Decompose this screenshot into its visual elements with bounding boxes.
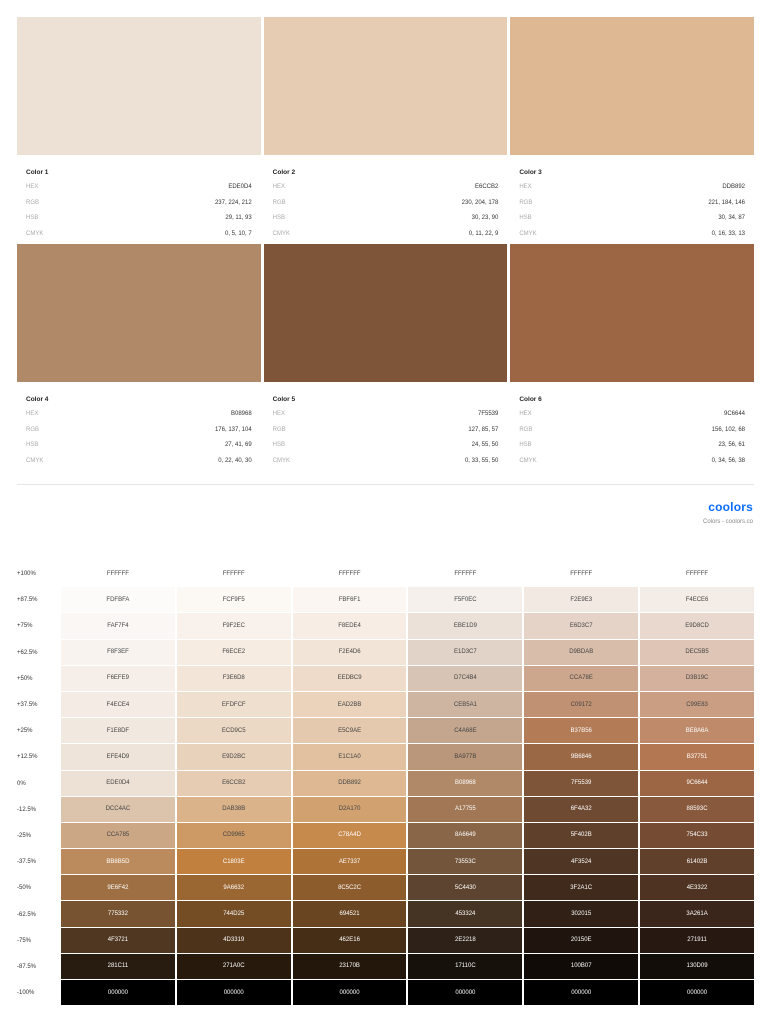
cmyk-label: CMYK xyxy=(272,457,291,464)
shade-cell[interactable]: B37B56 xyxy=(524,718,638,743)
shade-cell[interactable]: D9BDAB xyxy=(524,640,638,665)
color-swatch[interactable] xyxy=(17,244,261,382)
shade-cell[interactable]: C4A68E xyxy=(408,718,522,743)
color-swatch[interactable] xyxy=(510,17,754,155)
hsb-line xyxy=(273,438,499,454)
shade-cell[interactable]: F8EDE4 xyxy=(293,613,407,638)
shade-cell[interactable]: 88593C xyxy=(640,797,754,822)
hex-label: HEX xyxy=(272,411,286,417)
shade-row xyxy=(17,640,754,666)
hex-value[interactable]: B08968 xyxy=(230,411,252,417)
hex-label: HEX xyxy=(519,184,532,190)
shade-cell[interactable]: DEC5B5 xyxy=(640,640,754,665)
shade-cell[interactable]: 281C11 xyxy=(61,954,175,979)
shade-percent-label: +75% xyxy=(17,623,33,630)
palette-card-color-2[interactable] xyxy=(264,17,508,242)
hex-label: HEX xyxy=(519,411,532,417)
shade-cell[interactable]: C99E83 xyxy=(640,692,754,717)
cmyk-line xyxy=(26,454,252,470)
shade-cell[interactable]: FFFFFF xyxy=(106,570,129,577)
shade-cell[interactable]: 9E6F42 xyxy=(61,875,175,900)
hsb-value[interactable]: 23, 56, 61 xyxy=(718,442,746,448)
shade-percent-label: -100% xyxy=(17,990,35,997)
color-name: Color 5 xyxy=(272,396,296,403)
shade-cell[interactable]: FFFFFF xyxy=(454,570,477,577)
shade-cell[interactable]: 271A0C xyxy=(177,954,291,979)
shade-cell[interactable]: 271911 xyxy=(640,928,754,953)
shade-cell[interactable]: 000000 xyxy=(177,980,291,1005)
hsb-label: HSB xyxy=(26,442,39,448)
shade-percent-label: +62.5% xyxy=(17,649,38,656)
hex-value[interactable]: EDE0D4 xyxy=(228,184,252,190)
shade-cell[interactable]: FCF9F5 xyxy=(177,587,291,612)
palette-row-bottom xyxy=(17,244,754,469)
shade-row xyxy=(17,666,754,692)
hsb-line xyxy=(519,211,745,227)
shade-percent-label: +25% xyxy=(17,728,33,735)
shade-cell[interactable]: CEB5A1 xyxy=(408,692,522,717)
cmyk-value[interactable]: 0, 11, 22, 9 xyxy=(468,230,499,237)
hsb-label: HSB xyxy=(272,442,286,448)
shade-cell[interactable]: 000000 xyxy=(61,980,175,1005)
color-name: Color 3 xyxy=(519,169,542,176)
shade-cell[interactable]: 754C33 xyxy=(640,823,754,848)
shade-cell[interactable]: 100B07 xyxy=(524,954,638,979)
shade-cell[interactable]: 20150E xyxy=(524,928,638,953)
hsb-value[interactable]: 30, 23, 90 xyxy=(471,215,499,221)
shade-percent-label: -37.5% xyxy=(17,859,37,866)
shade-cell[interactable]: 000000 xyxy=(293,980,407,1005)
hex-label: HEX xyxy=(272,184,286,190)
shade-cell[interactable]: 17110C xyxy=(408,954,522,979)
palette-row-top xyxy=(17,17,754,242)
hsb-value[interactable]: 27, 41, 69 xyxy=(224,442,252,448)
shade-cell[interactable]: F2E9E3 xyxy=(524,587,638,612)
shade-cell[interactable]: 462E16 xyxy=(293,928,407,953)
shade-cell[interactable]: DDB892 xyxy=(293,771,407,796)
rgb-line xyxy=(519,423,745,439)
shade-percent-label: 0% xyxy=(17,780,26,787)
coolors-logo[interactable]: coolors xyxy=(708,500,753,514)
color-swatch[interactable] xyxy=(510,244,754,382)
shade-cell[interactable]: EFE4D9 xyxy=(61,744,175,769)
color-info xyxy=(17,382,261,469)
shade-cell[interactable]: 9B6846 xyxy=(524,744,638,769)
section-divider xyxy=(17,484,754,485)
shade-cell[interactable]: 2E2218 xyxy=(408,928,522,953)
color-name: Color 1 xyxy=(26,169,49,176)
shade-cell[interactable]: DAB38B xyxy=(177,797,291,822)
shade-percent-label: -75% xyxy=(17,937,32,944)
credit-text: Colors - coolors.co xyxy=(702,519,753,525)
shade-cell[interactable]: C09172 xyxy=(524,692,638,717)
shade-cell[interactable]: 302015 xyxy=(524,901,638,926)
shade-cell[interactable]: FFFFFF xyxy=(338,570,361,577)
shade-cells xyxy=(61,692,754,718)
shade-cell[interactable]: 9C6644 xyxy=(640,771,754,796)
shade-cells xyxy=(61,561,754,587)
shade-cell[interactable]: FFFFFF xyxy=(570,570,593,577)
rgb-line xyxy=(273,196,499,212)
shade-cell[interactable]: 694521 xyxy=(293,901,407,926)
shade-cell[interactable]: E1D3C7 xyxy=(408,640,522,665)
shade-cell[interactable]: 453324 xyxy=(408,901,522,926)
shade-cell[interactable]: F8F3EF xyxy=(61,640,175,665)
rgb-label: RGB xyxy=(519,426,533,433)
shade-cell[interactable]: 3A261A xyxy=(640,901,754,926)
shade-row xyxy=(17,954,754,980)
shade-cell[interactable]: C1803E xyxy=(177,849,291,874)
shade-cell[interactable]: C78A4D xyxy=(293,823,407,848)
cmyk-line xyxy=(519,227,745,243)
shade-cell[interactable]: EBE1D9 xyxy=(408,613,522,638)
shade-cell[interactable]: FAF7F4 xyxy=(61,613,175,638)
shade-cell[interactable]: CD9965 xyxy=(177,823,291,848)
shade-row xyxy=(17,587,754,613)
palette-card-color-6[interactable] xyxy=(510,244,754,469)
hex-label: HEX xyxy=(26,184,39,190)
shade-cell[interactable]: E6CCB2 xyxy=(177,771,291,796)
shade-cell[interactable]: 7F5539 xyxy=(524,771,638,796)
shade-cell[interactable]: 3F2A1C xyxy=(524,875,638,900)
shade-cell[interactable]: D7C4B4 xyxy=(408,666,522,691)
shade-cell[interactable]: D3B19C xyxy=(640,666,754,691)
shade-percent-label: +12.5% xyxy=(17,754,38,761)
cmyk-label: CMYK xyxy=(272,230,291,237)
hsb-line xyxy=(519,438,745,454)
shade-cell[interactable]: 73553C xyxy=(408,849,522,874)
cmyk-line xyxy=(273,227,499,243)
shade-cells xyxy=(61,613,754,639)
hsb-value[interactable]: 24, 55, 50 xyxy=(471,442,499,448)
palette-card-color-4[interactable] xyxy=(17,244,261,469)
color-info xyxy=(264,155,508,242)
shade-cell[interactable]: FFFFFF xyxy=(222,570,245,577)
shade-percent-label: +50% xyxy=(17,675,33,682)
shade-cells xyxy=(61,640,754,666)
color-info xyxy=(510,155,754,242)
shade-row xyxy=(17,823,754,849)
color-swatch[interactable] xyxy=(264,17,508,155)
shade-cell[interactable]: E6D3C7 xyxy=(524,613,638,638)
hsb-label: HSB xyxy=(519,442,532,448)
color-info xyxy=(510,382,754,469)
rgb-label: RGB xyxy=(272,426,286,433)
color-swatch[interactable] xyxy=(264,244,508,382)
palette-card-color-5[interactable] xyxy=(264,244,508,469)
color-name: Color 6 xyxy=(519,396,542,403)
shade-cell[interactable]: 8A6649 xyxy=(408,823,522,848)
brand-block xyxy=(703,500,753,525)
shades-table xyxy=(17,561,754,1006)
shade-cell[interactable]: F3E6D8 xyxy=(177,666,291,691)
shade-cell[interactable]: AE7337 xyxy=(293,849,407,874)
hex-line xyxy=(273,407,499,423)
rgb-line xyxy=(519,196,745,212)
rgb-line xyxy=(26,196,252,212)
shade-percent-label: +100% xyxy=(17,571,36,578)
shade-cell[interactable]: BA977B xyxy=(408,744,522,769)
shade-cells xyxy=(61,587,754,613)
shade-cell[interactable]: A17755 xyxy=(408,797,522,822)
shade-cells xyxy=(61,771,754,797)
shade-cell[interactable]: B37751 xyxy=(640,744,754,769)
cmyk-label: CMYK xyxy=(26,457,44,464)
shade-cell[interactable]: 000000 xyxy=(640,980,754,1005)
shade-cell[interactable]: 6F4A32 xyxy=(524,797,638,822)
shade-percent-label: -50% xyxy=(17,885,32,892)
shade-row xyxy=(17,980,754,1006)
shade-percent-label: -12.5% xyxy=(17,806,37,813)
shade-cell[interactable]: EAD2BB xyxy=(293,692,407,717)
shade-row xyxy=(17,797,754,823)
rgb-line xyxy=(26,423,252,439)
hsb-label: HSB xyxy=(519,215,532,221)
cmyk-label: CMYK xyxy=(519,457,537,464)
shade-cell[interactable]: F4ECE4 xyxy=(61,692,175,717)
cmyk-value[interactable]: 0, 22, 40, 30 xyxy=(218,457,252,464)
shade-cell[interactable]: B08968 xyxy=(408,771,522,796)
rgb-value[interactable]: 176, 137, 104 xyxy=(214,426,252,433)
shade-row xyxy=(17,692,754,718)
shade-cell[interactable]: CCA78E xyxy=(524,666,638,691)
shade-cell[interactable]: E9D8CD xyxy=(640,613,754,638)
shade-percent-label: -62.5% xyxy=(17,911,37,918)
shade-cells xyxy=(61,928,754,954)
shade-cell[interactable]: 130D09 xyxy=(640,954,754,979)
shade-cells xyxy=(61,797,754,823)
hsb-line xyxy=(26,211,252,227)
shade-cell[interactable]: 775332 xyxy=(61,901,175,926)
shade-cell[interactable]: FFFFFF xyxy=(686,570,709,577)
shade-cell[interactable]: 4E3322 xyxy=(640,875,754,900)
color-info xyxy=(264,382,508,469)
shade-cell[interactable]: 5F402B xyxy=(524,823,638,848)
shade-cell[interactable]: 744D25 xyxy=(177,901,291,926)
shade-cell[interactable]: 000000 xyxy=(408,980,522,1005)
cmyk-value[interactable]: 0, 16, 33, 13 xyxy=(711,230,746,237)
shade-cells xyxy=(61,744,754,770)
shade-row xyxy=(17,561,754,587)
hex-line xyxy=(519,407,745,423)
shade-cell[interactable]: D2A170 xyxy=(293,797,407,822)
hsb-label: HSB xyxy=(272,215,286,221)
color-swatch[interactable] xyxy=(17,17,261,155)
hex-line xyxy=(26,180,252,196)
color-name: Color 2 xyxy=(272,169,296,176)
hsb-label: HSB xyxy=(26,215,39,221)
shade-cell[interactable]: F9F2EC xyxy=(177,613,291,638)
hex-value[interactable]: DDB892 xyxy=(722,184,746,190)
shade-cell[interactable]: F2E4D6 xyxy=(293,640,407,665)
shade-cell[interactable]: ECD9C5 xyxy=(177,718,291,743)
shade-cells xyxy=(61,666,754,692)
color-name: Color 4 xyxy=(26,396,49,403)
shade-row xyxy=(17,771,754,797)
rgb-label: RGB xyxy=(26,426,40,433)
shade-cell[interactable]: E1C1A0 xyxy=(293,744,407,769)
shade-cell[interactable]: 4D3319 xyxy=(177,928,291,953)
shade-cell[interactable]: EFDFCF xyxy=(177,692,291,717)
cmyk-line xyxy=(273,454,499,470)
cmyk-value[interactable]: 0, 34, 56, 38 xyxy=(711,457,746,464)
rgb-label: RGB xyxy=(519,199,533,206)
palette-card-color-1[interactable] xyxy=(17,17,261,242)
hex-line xyxy=(519,180,745,196)
hex-label: HEX xyxy=(26,411,39,417)
shade-cell[interactable]: 000000 xyxy=(524,980,638,1005)
cmyk-value[interactable]: 0, 33, 55, 50 xyxy=(464,457,499,464)
shade-cell[interactable]: 8C5C2C xyxy=(293,875,407,900)
shade-row xyxy=(17,613,754,639)
shade-cell[interactable]: 5C4430 xyxy=(408,875,522,900)
hsb-line xyxy=(273,211,499,227)
shade-cell[interactable]: 23170B xyxy=(293,954,407,979)
shade-cell[interactable]: E5C9AE xyxy=(293,718,407,743)
rgb-value[interactable]: 127, 85, 57 xyxy=(468,426,499,433)
shade-cell[interactable]: FDFBFA xyxy=(61,587,175,612)
shade-cells xyxy=(61,849,754,875)
shade-cell[interactable]: F6ECE2 xyxy=(177,640,291,665)
cmyk-line xyxy=(519,454,745,470)
shade-cell[interactable]: FBF6F1 xyxy=(293,587,407,612)
shade-cell[interactable]: F4ECE6 xyxy=(640,587,754,612)
cmyk-label: CMYK xyxy=(519,230,537,237)
shade-cells xyxy=(61,823,754,849)
shade-cell[interactable]: 4F3524 xyxy=(524,849,638,874)
rgb-line xyxy=(273,423,499,439)
cmyk-label: CMYK xyxy=(26,230,44,237)
shade-cell[interactable]: F6EFE9 xyxy=(61,666,175,691)
shade-row xyxy=(17,928,754,954)
shade-cell[interactable]: F1E8DF xyxy=(61,718,175,743)
shade-cell[interactable]: EDE0D4 xyxy=(61,771,175,796)
shade-cell[interactable]: E9D2BC xyxy=(177,744,291,769)
shade-percent-label: -25% xyxy=(17,832,32,839)
shade-cells xyxy=(61,980,754,1006)
shade-cells xyxy=(61,954,754,980)
shade-row xyxy=(17,849,754,875)
rgb-value[interactable]: 230, 204, 178 xyxy=(461,199,499,206)
hex-value[interactable]: 7F5539 xyxy=(477,411,499,417)
shade-cell[interactable]: 61402B xyxy=(640,849,754,874)
shade-cells xyxy=(61,901,754,927)
rgb-label: RGB xyxy=(26,199,40,206)
hex-value[interactable]: 9C6644 xyxy=(723,411,746,417)
shade-cell[interactable]: BE8A6A xyxy=(640,718,754,743)
cmyk-value[interactable]: 0, 5, 10, 7 xyxy=(224,230,252,237)
shade-row xyxy=(17,744,754,770)
hsb-value[interactable]: 30, 34, 87 xyxy=(718,215,746,221)
shade-cell[interactable]: F5F0EC xyxy=(408,587,522,612)
shade-cell[interactable]: 4F3721 xyxy=(61,928,175,953)
palette-card-color-3[interactable] xyxy=(510,17,754,242)
hsb-value[interactable]: 29, 11, 93 xyxy=(225,215,252,221)
hex-line xyxy=(26,407,252,423)
rgb-value[interactable]: 221, 184, 146 xyxy=(708,199,746,206)
shade-cell[interactable]: 9A6632 xyxy=(177,875,291,900)
shade-percent-label: +37.5% xyxy=(17,702,38,709)
shade-cell[interactable]: CCA785 xyxy=(61,823,175,848)
shade-row xyxy=(17,718,754,744)
shade-cells xyxy=(61,875,754,901)
color-info xyxy=(17,155,261,242)
shade-cell[interactable]: BB8B5D xyxy=(61,849,175,874)
shade-cells xyxy=(61,718,754,744)
rgb-value[interactable]: 156, 102, 68 xyxy=(711,426,746,433)
shade-cell[interactable]: DCC4AC xyxy=(61,797,175,822)
rgb-value[interactable]: 237, 224, 212 xyxy=(214,199,252,206)
shade-row xyxy=(17,901,754,927)
cmyk-line xyxy=(26,227,252,243)
hex-line xyxy=(273,180,499,196)
hsb-line xyxy=(26,438,252,454)
rgb-label: RGB xyxy=(272,199,286,206)
shade-cell[interactable]: EEDBC9 xyxy=(293,666,407,691)
shade-percent-label: +87.5% xyxy=(17,597,38,604)
shade-row xyxy=(17,875,754,901)
hex-value[interactable]: E6CCB2 xyxy=(475,184,499,190)
shade-percent-label: -87.5% xyxy=(17,963,37,970)
